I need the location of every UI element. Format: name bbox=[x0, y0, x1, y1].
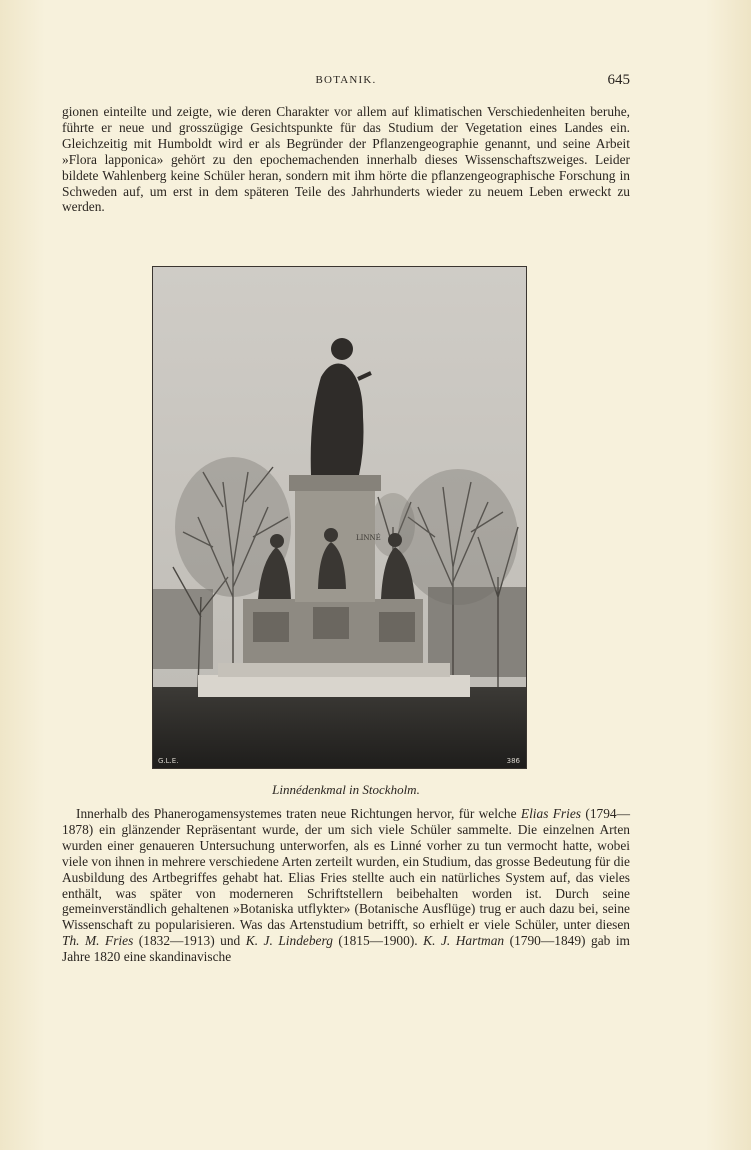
text-segment: (1790—1849) gab im Jahre 1820 eine skandinavische bbox=[62, 933, 630, 965]
text-segment: Innerhalb des Phanerogamensystemes traten neue Richtungen hervor, für welche bbox=[76, 806, 521, 821]
person-name: K. J. Hartman bbox=[423, 933, 505, 949]
paragraph-bottom bbox=[62, 806, 630, 965]
text-segment: (1832—1913) und bbox=[133, 933, 246, 949]
figure-linne-monument bbox=[152, 266, 527, 769]
figure-caption: Linnédenkmal in Stockholm. bbox=[272, 782, 420, 797]
building-left bbox=[153, 589, 213, 669]
running-head: BOTANIK. bbox=[315, 74, 377, 86]
paragraph-top bbox=[62, 104, 630, 215]
person-name: Elias Fries bbox=[520, 806, 582, 821]
monument-illustration bbox=[153, 267, 527, 769]
text-segment: (1815—1900). bbox=[332, 933, 424, 949]
plate-mark-right: 386 bbox=[506, 757, 520, 765]
paragraph-bottom-text bbox=[62, 806, 630, 965]
person-name: K. J. Lindeberg bbox=[245, 933, 333, 949]
lawn bbox=[153, 687, 527, 769]
person-name: Th. M. Fries bbox=[62, 933, 134, 949]
plate-mark-left: G.L.E. bbox=[158, 757, 179, 765]
paragraph-top-text: gionen einteilte und zeigte, wie deren Charakter vor allem auf klimatischen Verschiedenheiten beruhe, führte er neue und grosszügige Gesichtspunkte für das Studium der Vegetation eines Landes ein. Gleichzeitig mit Humboldt wird er als Begründer der Pflanzengeographie genannt, und seine Arbeit »Flora lapponica» gehört zu den epochemachenden innerhalb dieses Wissenschaftszweiges. Leider bildete Wahlenberg keine Schüler heran, sondern mit ihm hörte die pflanzengeographische Forschung in Schweden auf, um erst in dem späteren Teile des Jahrhunderts wieder zu neuem Leben erweckt zu werden. bbox=[62, 104, 630, 215]
text-segment: (1794—1878) ein glänzender Repräsentant wurde, der um sich viele Schüler sammelte. Die einzelnen Arten wurden einer genaueren Untersuchung unterworfen, als es Linné vorher zu tun vermocht hatte, wobei viele von ihnen in mehrere verschiedene Arten zerteilt wurden, ein Studium, das grosse Bedeutung für die Ausbildung des Artbegriffes gehabt hat. Elias Fries stellte auch ein natürliches System auf, das vieles enthält, was später von moderneren Schriftstellern beibehalten worden ist. Durch seine gemeinverständlich gehaltenen »Botaniska utflykter» (Botanische Ausflüge) trug er auch dazu bei, seine Wissenschaft zu popularisieren. Was das Artenstudium betrifft, so erhielt er viele Schüler, unter diesen bbox=[62, 806, 630, 933]
page-number: 645 bbox=[607, 72, 630, 88]
monument-step-lower bbox=[198, 675, 470, 697]
monument-inscription: LINNÉ bbox=[356, 534, 381, 542]
page-header bbox=[62, 74, 630, 92]
